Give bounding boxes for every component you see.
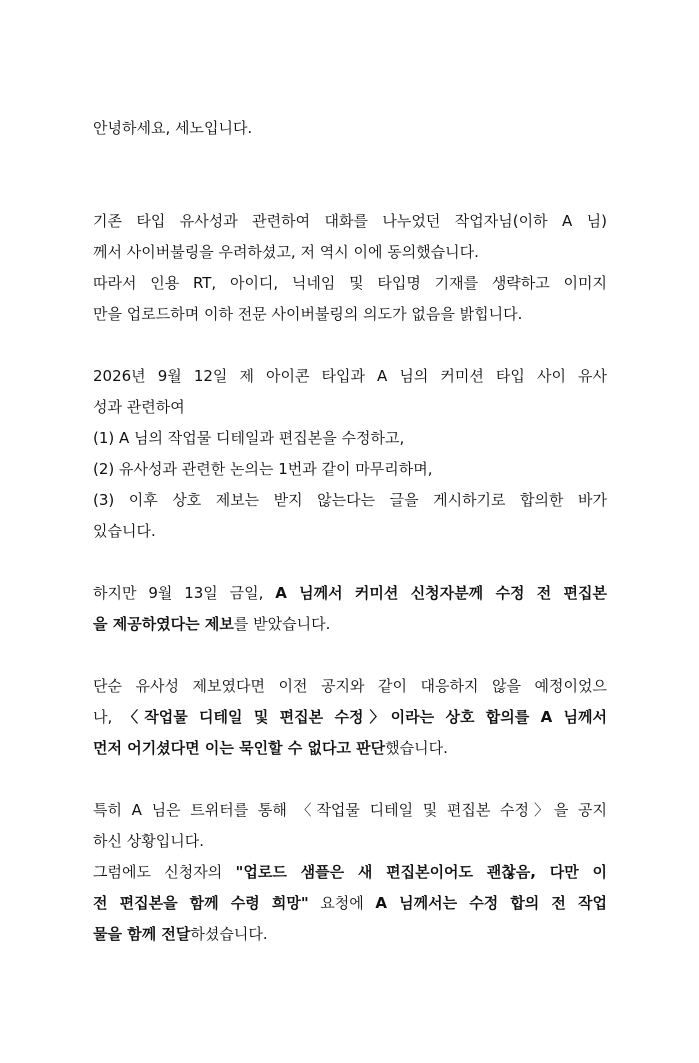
greeting-line: 안녕하세요, 세노입니다.	[93, 119, 253, 137]
text-line: 기존 타입 유사성과 관련하여 대화를 나누었던 작업자님(이하 A 님)	[93, 212, 607, 230]
text-line	[93, 702, 607, 733]
list-item-1: (1) A 님의 작업물 디테일과 편집본을 수정하고,	[93, 429, 405, 447]
paragraph-background	[93, 206, 607, 330]
text-line	[93, 857, 607, 888]
text-line: 만을 업로드하며 이하 전문 사이버불링의 의도가 없음을 밝힙니다.	[93, 305, 523, 323]
bold-text: 을 제공하였다는 제보	[93, 615, 234, 633]
text-line: 께서 사이버불링을 우려하셨고, 저 역시 이에 동의했습니다.	[93, 243, 479, 261]
text-span: 그럼에도 신청자의	[93, 863, 236, 881]
text-span: 나,	[93, 708, 124, 726]
text-line	[93, 919, 607, 950]
bold-text: 〈작업물 디테일 및 편집본 수정〉이라는 상호 합의를 A 님께서	[123, 708, 607, 726]
text-line	[93, 609, 607, 640]
greeting	[93, 113, 607, 144]
text-line: 따라서 인용 RT, 아이디, 닉네임 및 타입명 기재를 생략하고 이미지	[93, 274, 607, 292]
spacer	[93, 547, 607, 578]
text-span: 를 받았습니다.	[233, 615, 331, 633]
list-item-3: (3) 이후 상호 제보는 받지 않는다는 글을 게시하기로 합의한 바가	[93, 491, 607, 509]
text-line	[93, 578, 607, 609]
text-span: 요청에	[308, 894, 376, 912]
text-line: 있습니다.	[93, 522, 156, 540]
bold-text: A 님께서 커미션 신청자분께 수정 전 편집본	[275, 584, 607, 602]
paragraph-report	[93, 578, 607, 640]
bold-text: 물을 함께 전달	[93, 925, 191, 943]
paragraph-judgement	[93, 671, 607, 764]
text-line: 단순 유사성 제보였다면 이전 공지와 같이 대응하지 않을 예정이었으	[93, 677, 607, 695]
text-line: 성과 관련하여	[93, 398, 185, 416]
paragraph-agreement	[93, 361, 607, 547]
paragraph-details	[93, 795, 607, 950]
spacer	[93, 330, 607, 361]
text-line: 하신 상황입니다.	[93, 832, 204, 850]
text-span: 하셨습니다.	[190, 925, 268, 943]
text-span: 했습니다.	[385, 739, 448, 757]
text-line: 특히 A 님은 트위터를 통해 〈작업물 디테일 및 편집본 수정〉을 공지	[93, 801, 607, 819]
spacer	[93, 144, 607, 206]
spacer	[93, 640, 607, 671]
bold-text: 먼저 어기셨다면 이는 묵인할 수 없다고 판단	[93, 739, 386, 757]
list-item-2: (2) 유사성과 관련한 논의는 1번과 같이 마무리하며,	[93, 460, 433, 478]
text-line	[93, 733, 607, 764]
bold-text: 전 편집본을 함께 수령 희망"	[93, 894, 309, 912]
bold-text: "업로드 샘플은 새 편집본이어도 괜찮음, 다만 이	[235, 863, 607, 881]
notice-document	[93, 113, 607, 950]
text-span: 하지만 9월 13일 금일,	[93, 584, 276, 602]
spacer	[93, 764, 607, 795]
bold-text: A 님께서는 수정 합의 전 작업	[375, 894, 607, 912]
text-line: 2026년 9월 12일 제 아이콘 타입과 A 님의 커미션 타입 사이 유사	[93, 367, 607, 385]
text-line	[93, 888, 607, 919]
